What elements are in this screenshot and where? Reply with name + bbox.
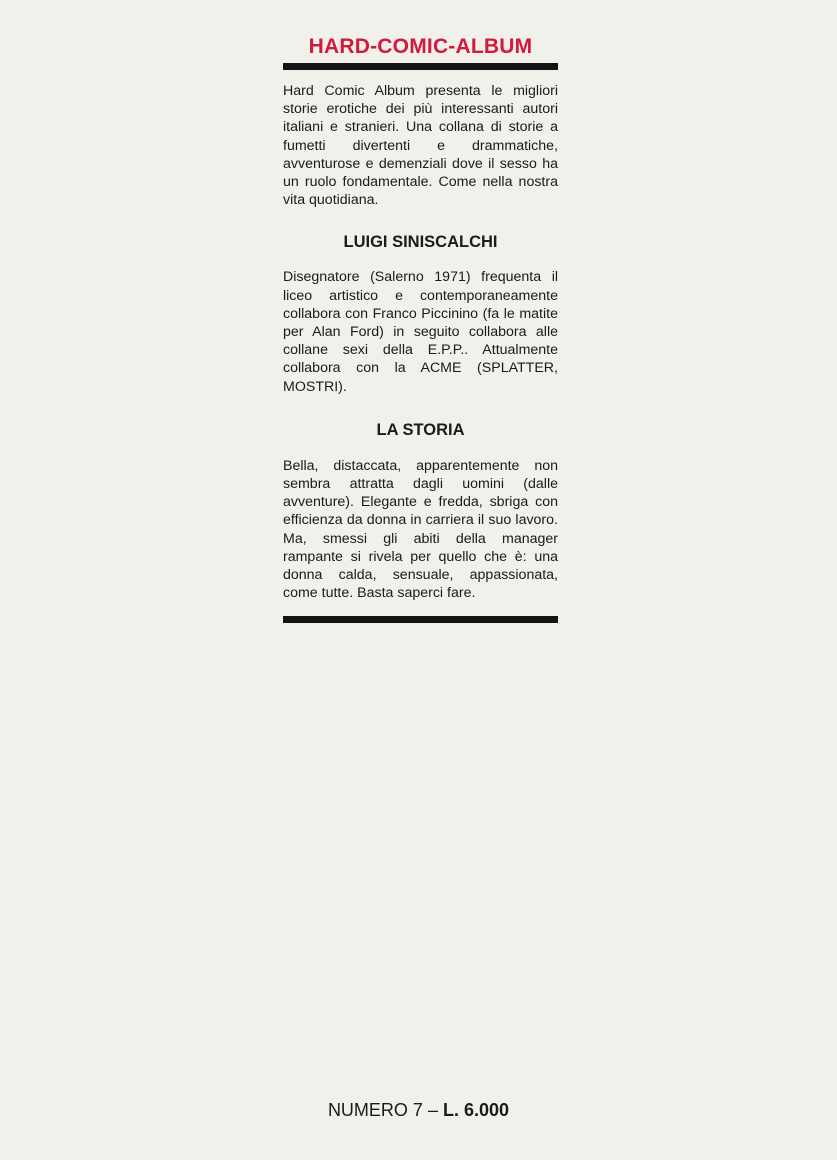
bottom-divider-rule xyxy=(283,616,558,623)
author-heading: LUIGI SINISCALCHI xyxy=(343,233,498,252)
story-heading: LA STORIA xyxy=(376,420,465,439)
issue-separator: – xyxy=(427,1100,438,1120)
intro-paragraph: Hard Comic Album presenta le migliori storie erotiche dei più interessanti autori italiani e stranieri. Una collana di storie a fumetti divertenti e drammatiche, avventurose e demenziali dove il sesso ha un ruolo fondamentale. Come nella nostra vita quotidiana. xyxy=(283,83,558,209)
issue-number: NUMERO 7 xyxy=(327,1100,423,1120)
story-paragraph: Bella, distaccata, apparentemente non sembra attratta dagli uomini (dalle avventure). Elegante e fredda, sbriga con efficienza da donna in carriera il suo lavoro. Ma, smessi gli abiti della manager rampante si rivela per quello che è: una donna calda, sensuale, appassionata, come tutte. Basta saperci fare. xyxy=(283,457,558,602)
issue-price-line xyxy=(0,1099,837,1121)
issue-price: L. 6.000 xyxy=(443,1100,510,1120)
back-cover-text-column xyxy=(283,34,558,623)
top-divider-rule xyxy=(283,63,558,70)
author-bio-paragraph: Disegnatore (Salerno 1971) frequenta il liceo artistico e contemporaneamente collabora con Franco Piccinino (fa le matite per Alan Ford) in seguito collabora alle collane sexi della E.P.P.. Attualmente collabora con la ACME (SPLATTER, MOSTRI). xyxy=(283,269,558,395)
series-title: HARD-COMIC-ALBUM xyxy=(308,35,533,58)
